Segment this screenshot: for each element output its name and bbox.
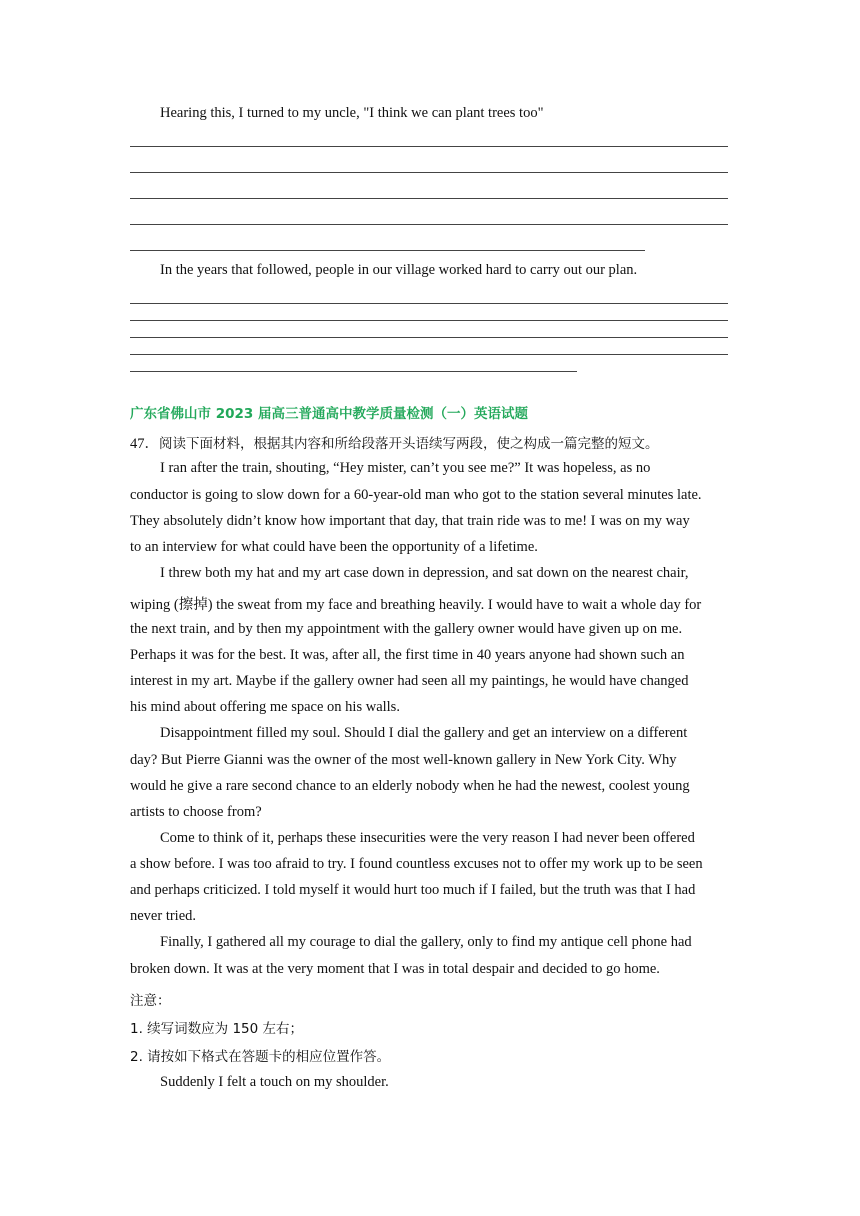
question-number: 47． [130, 436, 159, 452]
passage-line: broken down. It was at the very moment that I was in total despair and decided to go home. [130, 961, 660, 977]
passage-line: Finally, I gathered all my courage to dial the gallery, only to find my antique cell phone had [160, 934, 692, 950]
passage-line: and perhaps criticized. I told myself it would hurt too much if I failed, but the truth was that I had [130, 882, 696, 898]
answer-line[interactable] [130, 198, 728, 199]
answer-line[interactable] [130, 250, 645, 251]
answer-line[interactable] [130, 146, 728, 147]
answer-line[interactable] [130, 354, 728, 355]
answer-line[interactable] [130, 371, 577, 372]
answer-line[interactable] [130, 224, 728, 225]
passage-line: Disappointment filled my soul. Should I dial the gallery and get an interview on a different [160, 725, 688, 741]
answer-line[interactable] [130, 303, 728, 304]
answer-line[interactable] [130, 320, 728, 321]
passage-line: conductor is going to slow down for a 60-year-old man who got to the station several minutes late. [130, 487, 702, 503]
note-item: 1. 续写词数应为 150 左右； [130, 1021, 304, 1037]
continuation-prompt-2: In the years that followed, people in our village worked hard to carry out our plan. [160, 262, 638, 278]
passage-line: would he give a rare second chance to an elderly nobody when he had the newest, coolest young [130, 778, 690, 794]
passage-line: Come to think of it, perhaps these insecurities were the very reason I had never been offered [160, 830, 695, 846]
passage-line: the next train, and by then my appointment with the gallery owner would have given up on me. [130, 621, 683, 637]
passage-line: day? But Pierre Gianni was the owner of the most well-known gallery in New York City. Why [130, 752, 677, 768]
notes-label: 注意： [130, 993, 171, 1009]
continuation-prompt-1: Hearing this, I turned to my uncle, "I think we can plant trees too" [160, 105, 544, 121]
passage-line: I threw both my hat and my art case down in depression, and sat down on the nearest chair, [160, 565, 689, 581]
question-instruction [130, 432, 659, 453]
continuation-prompt-3: Suddenly I felt a touch on my shoulder. [160, 1074, 389, 1090]
exam-title: 广东省佛山市 2023 届高三普通高中教学质量检测（一）英语试题 [130, 406, 528, 422]
passage-line: They absolutely didn’t know how important that day, that train ride was to me! I was on my way [130, 513, 690, 529]
passage-line: wiping (擦掉) the sweat from my face and breathing heavily. I would have to wait a whole day for [130, 597, 702, 613]
passage-line: artists to choose from? [130, 804, 262, 820]
passage-line: I ran after the train, shouting, “Hey mister, can’t you see me?” It was hopeless, as no [160, 460, 651, 476]
passage-line: interest in my art. Maybe if the gallery owner had seen all my paintings, he would have changed [130, 673, 689, 689]
passage-line: never tried. [130, 908, 197, 924]
answer-line[interactable] [130, 337, 728, 338]
note-item: 2. 请按如下格式在答题卡的相应位置作答。 [130, 1049, 391, 1065]
passage-line: a show before. I was too afraid to try. I found countless excuses not to offer my work up to be seen [130, 856, 703, 872]
passage-line: his mind about offering me space on his walls. [130, 699, 400, 715]
passage-line: to an interview for what could have been the opportunity of a lifetime. [130, 539, 538, 555]
answer-line[interactable] [130, 172, 728, 173]
instruction-text: 阅读下面材料，根据其内容和所给段落开头语续写两段，使之构成一篇完整的短文。 [159, 436, 659, 452]
passage-line: Perhaps it was for the best. It was, after all, the first time in 40 years anyone had shown such an [130, 647, 685, 663]
